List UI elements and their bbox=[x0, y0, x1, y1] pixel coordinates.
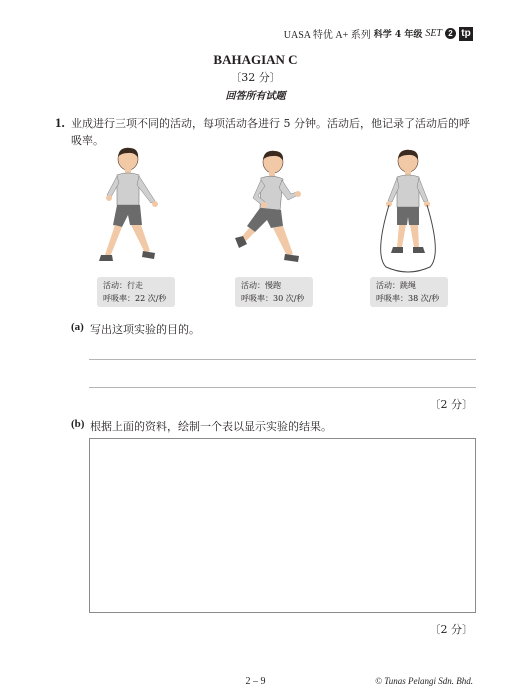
page-number: 2 – 9 bbox=[245, 676, 266, 687]
boy-walking-icon bbox=[95, 145, 175, 275]
boy-jogging-icon bbox=[233, 148, 313, 278]
set-label: SET bbox=[425, 28, 442, 39]
breathing-rate-label: 呼吸率：30 次/秒 bbox=[241, 294, 305, 303]
copyright-notice: © Tunas Pelangi Sdn. Bhd. bbox=[375, 676, 473, 686]
activity-card-walking bbox=[97, 277, 175, 307]
question-number: 1. bbox=[55, 115, 65, 130]
activity-label: 活动：跳绳 bbox=[376, 281, 416, 290]
activity-label: 活动：行走 bbox=[103, 281, 143, 290]
boy-skipping-rope-icon bbox=[368, 145, 448, 275]
part-a-text: 写出这项实验的目的。 bbox=[90, 323, 200, 336]
book-series: UASA 特优 A+ 系列 bbox=[283, 30, 371, 41]
activity-card-skipping bbox=[370, 277, 448, 307]
section-instruction: 回答所有试题 bbox=[225, 91, 286, 102]
section-title: BAHAGIAN C bbox=[213, 52, 298, 67]
section-total-marks: 〔32 分〕 bbox=[230, 71, 281, 84]
part-b-label: (b) bbox=[71, 418, 85, 430]
subject-grade: 科学 4 年级 bbox=[373, 30, 423, 40]
part-b-text: 根据上面的资料，绘制一个表以显示实验的结果。 bbox=[90, 420, 332, 433]
answer-line-2[interactable] bbox=[89, 387, 476, 388]
activity-label: 活动：慢跑 bbox=[241, 281, 281, 290]
set-number-badge: 2 bbox=[445, 28, 456, 39]
part-a-label: (a) bbox=[71, 321, 84, 333]
question-text: 业成进行三项不同的活动，每项活动各进行 5 分钟。活动后，他记录了活动后的呼吸率。 bbox=[71, 117, 470, 147]
part-b-marks: 〔2 分〕 bbox=[429, 623, 473, 636]
activity-card-jogging bbox=[235, 277, 313, 307]
table-answer-box[interactable] bbox=[89, 438, 476, 613]
part-a-marks: 〔2 分〕 bbox=[429, 398, 473, 411]
breathing-rate-label: 呼吸率：22 次/秒 bbox=[103, 294, 167, 303]
page-header bbox=[284, 26, 473, 41]
publisher-logo: tp bbox=[459, 27, 473, 41]
answer-line-1[interactable] bbox=[89, 359, 476, 360]
breathing-rate-label: 呼吸率：38 次/秒 bbox=[376, 294, 440, 303]
